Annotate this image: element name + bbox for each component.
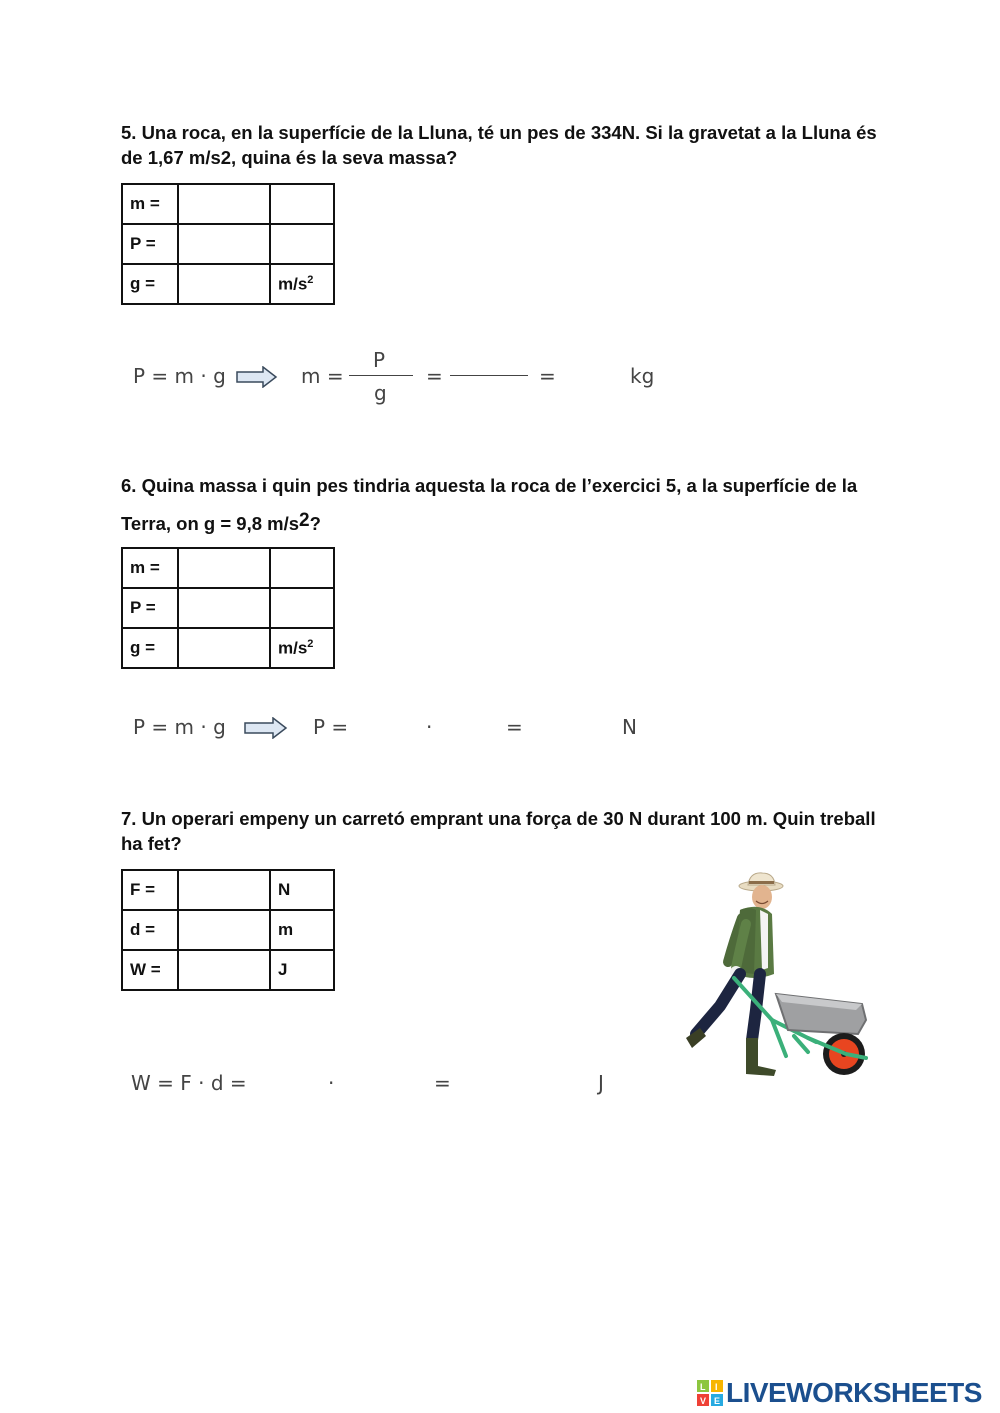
- q7-force-input[interactable]: [258, 1070, 328, 1098]
- svg-text:L: L: [700, 1382, 706, 1392]
- q6-formula-lhs: P = m · g: [133, 715, 226, 739]
- answer-cell: [178, 910, 270, 950]
- liveworksheets-brand: LIVEWORKSHEETS: [726, 1377, 982, 1408]
- q7-equals: =: [434, 1071, 451, 1095]
- unit-exponent: 2: [307, 273, 314, 286]
- unit-cell: [270, 548, 334, 588]
- q5-numerator: P: [373, 348, 386, 372]
- q6-p-value-input[interactable]: [186, 589, 262, 627]
- fraction-line: [349, 375, 413, 376]
- row-label: d =: [122, 910, 178, 950]
- q5-result-unit: kg: [630, 364, 655, 388]
- q6-g-value-input[interactable]: [186, 629, 262, 667]
- answer-fraction-line: [450, 375, 528, 376]
- table-row: [122, 870, 334, 910]
- answer-cell: [178, 628, 270, 668]
- q5-g-value-input[interactable]: [186, 265, 262, 303]
- q6-m-value-input[interactable]: [186, 549, 262, 587]
- row-label: g =: [122, 628, 178, 668]
- q6-equals: =: [506, 715, 523, 739]
- q7-result-input[interactable]: [456, 1070, 596, 1098]
- q6-gravity-input[interactable]: [437, 714, 507, 742]
- q5-denominator: g: [374, 381, 387, 405]
- q6-result-unit: N: [622, 715, 637, 739]
- question-6-main: 6. Quina massa i quin pes tindria aquesta la roca de l’exercici 5, a la superfície de la Terra, on g = 9,8 m/s: [121, 475, 858, 534]
- q7-result-unit: J: [598, 1071, 604, 1095]
- q5-m-unit-input[interactable]: [278, 185, 326, 223]
- q5-fraction-numerator-input[interactable]: [450, 347, 532, 375]
- row-label: m =: [122, 184, 178, 224]
- liveworksheets-logo: [697, 1378, 982, 1408]
- table-row: [122, 264, 334, 304]
- row-label: F =: [122, 870, 178, 910]
- svg-text:V: V: [700, 1396, 707, 1406]
- q6-dot: ·: [426, 715, 433, 739]
- table-row: [122, 184, 334, 224]
- table-row: [122, 910, 334, 950]
- unit-label: m/s: [278, 274, 308, 294]
- q5-equals-2: =: [539, 364, 556, 388]
- table-row: [122, 588, 334, 628]
- q6-mass-input[interactable]: [355, 714, 425, 742]
- question-6-text: [121, 467, 891, 543]
- row-label: g =: [122, 264, 178, 304]
- row-label: m =: [122, 548, 178, 588]
- unit-cell: J: [270, 950, 334, 990]
- unit-cell: [270, 588, 334, 628]
- q6-result-input[interactable]: [528, 714, 620, 742]
- q5-p-value-input[interactable]: [186, 225, 262, 263]
- answer-cell: [178, 950, 270, 990]
- answer-cell: [178, 224, 270, 264]
- unit-cell: m: [270, 910, 334, 950]
- unit-cell: [270, 628, 334, 668]
- unit-cell: N: [270, 870, 334, 910]
- answer-cell: [178, 264, 270, 304]
- unit-cell: [270, 264, 334, 304]
- q7-f-value-input[interactable]: [186, 871, 262, 909]
- worker-wheelbarrow-illustration: [676, 870, 876, 1085]
- answer-cell: [178, 184, 270, 224]
- row-label: W =: [122, 950, 178, 990]
- row-label: P =: [122, 588, 178, 628]
- q7-formula-lhs: W = F · d =: [131, 1071, 247, 1095]
- table-row: [122, 628, 334, 668]
- implies-arrow-icon: [236, 366, 278, 388]
- question-6-exponent: 2: [299, 510, 310, 531]
- svg-text:E: E: [714, 1396, 721, 1406]
- q5-formula-lhs: P = m · g: [133, 364, 226, 388]
- question-5-text: 5. Una roca, en la superfície de la Lluna, té un pes de 334N. Si la gravetat a la Lluna és de 1,67 m/s2, quina és la seva massa?: [121, 122, 877, 168]
- svg-text:I: I: [715, 1382, 718, 1392]
- q5-p-unit-input[interactable]: [278, 225, 326, 263]
- unit-label: m/s: [278, 638, 308, 658]
- implies-arrow-icon: [244, 717, 288, 739]
- answer-cell: [178, 870, 270, 910]
- q6-p-equals: P =: [313, 715, 349, 739]
- unit-exponent: 2: [307, 637, 314, 650]
- q7-data-table: [121, 869, 335, 991]
- answer-cell: [178, 588, 270, 628]
- q7-dot: ·: [328, 1071, 335, 1095]
- unit-cell: [270, 224, 334, 264]
- q5-data-table: [121, 183, 335, 305]
- q7-distance-input[interactable]: [340, 1070, 432, 1098]
- table-row: [122, 548, 334, 588]
- table-row: [122, 950, 334, 990]
- answer-cell: [178, 548, 270, 588]
- row-label: P =: [122, 224, 178, 264]
- q7-d-value-input[interactable]: [186, 911, 262, 949]
- liveworksheets-logo-icon: [697, 1380, 723, 1406]
- q5-m-equals: m =: [301, 364, 344, 388]
- q5-result-input[interactable]: [558, 363, 628, 391]
- q5-equals-1: =: [426, 364, 443, 388]
- question-6-end: ?: [309, 513, 321, 534]
- unit-cell: [270, 184, 334, 224]
- q7-w-value-input[interactable]: [186, 951, 262, 989]
- q6-m-unit-input[interactable]: [278, 549, 326, 587]
- q6-data-table: [121, 547, 335, 669]
- q6-p-unit-input[interactable]: [278, 589, 326, 627]
- q5-fraction-denominator-input[interactable]: [450, 380, 532, 408]
- table-row: [122, 224, 334, 264]
- q5-m-value-input[interactable]: [186, 185, 262, 223]
- question-7-text: 7. Un operari empeny un carretó emprant una força de 30 N durant 100 m. Quin treball ha fet?: [121, 808, 876, 854]
